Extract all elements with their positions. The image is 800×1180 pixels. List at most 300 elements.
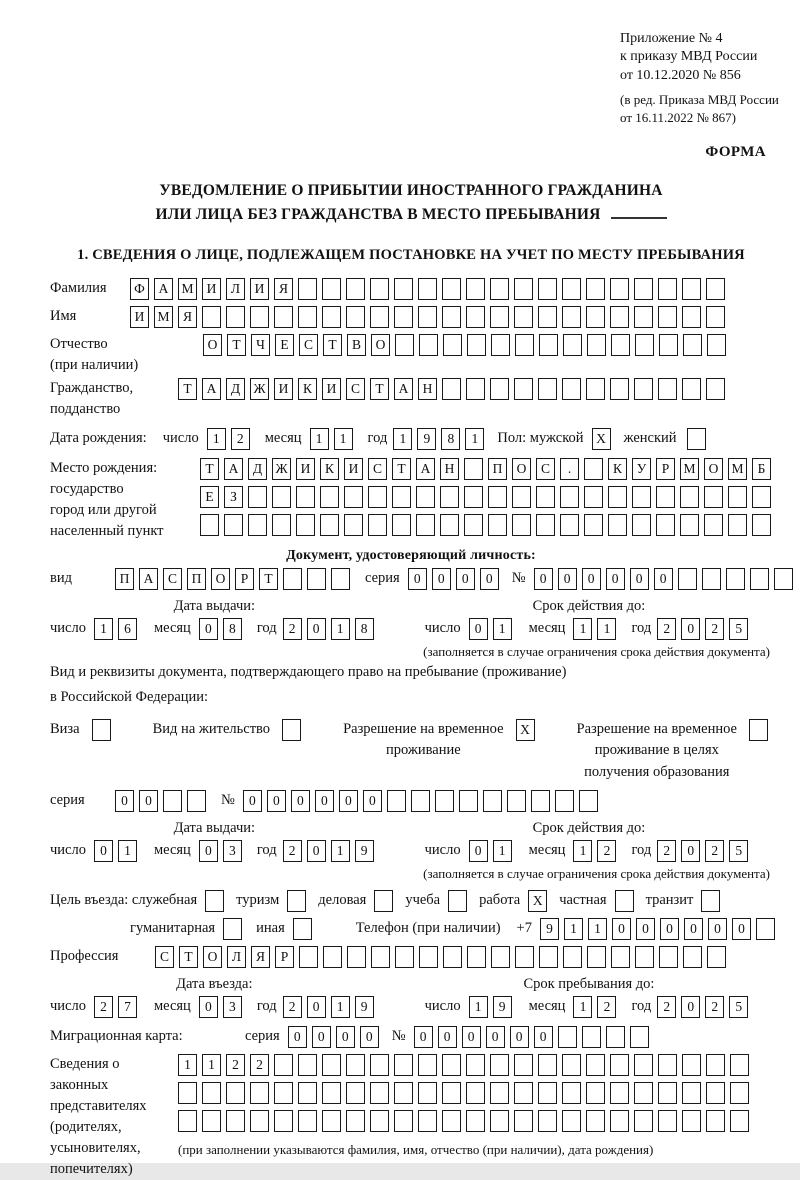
surname-boxes[interactable] — [130, 278, 730, 300]
char-box[interactable] — [490, 378, 509, 400]
char-box[interactable] — [442, 1082, 461, 1104]
char-box[interactable] — [682, 1110, 701, 1132]
char-box[interactable]: Р — [656, 458, 675, 480]
char-box[interactable]: 0 — [636, 918, 655, 940]
char-box[interactable] — [344, 486, 363, 508]
char-box[interactable]: О — [203, 334, 222, 356]
char-box[interactable]: 9 — [355, 996, 374, 1018]
char-box[interactable]: П — [187, 568, 206, 590]
char-box[interactable] — [774, 568, 793, 590]
char-box[interactable] — [368, 514, 387, 536]
char-box[interactable] — [512, 486, 531, 508]
char-box[interactable]: 0 — [363, 790, 382, 812]
char-box[interactable] — [443, 946, 462, 968]
char-box[interactable] — [610, 278, 629, 300]
char-box[interactable]: 1 — [118, 840, 137, 862]
char-box[interactable] — [584, 458, 603, 480]
char-box[interactable]: 1 — [573, 996, 592, 1018]
char-box[interactable] — [322, 306, 341, 328]
char-box[interactable] — [323, 946, 342, 968]
char-box[interactable] — [706, 306, 725, 328]
char-box[interactable] — [538, 1110, 557, 1132]
char-box[interactable] — [562, 378, 581, 400]
char-box[interactable] — [419, 334, 438, 356]
phone-boxes[interactable] — [540, 918, 780, 940]
char-box[interactable]: 0 — [681, 996, 700, 1018]
char-box[interactable]: 0 — [630, 568, 649, 590]
char-box[interactable]: 0 — [486, 1026, 505, 1048]
char-box[interactable] — [584, 514, 603, 536]
char-box[interactable] — [226, 1082, 245, 1104]
char-box[interactable] — [248, 486, 267, 508]
citizenship-boxes[interactable] — [178, 378, 730, 400]
char-box[interactable] — [394, 278, 413, 300]
char-box[interactable] — [562, 1110, 581, 1132]
char-box[interactable] — [586, 1110, 605, 1132]
char-box[interactable] — [298, 1110, 317, 1132]
char-box[interactable] — [466, 278, 485, 300]
mig-number-boxes[interactable] — [414, 1026, 654, 1048]
char-box[interactable] — [608, 514, 627, 536]
char-box[interactable] — [346, 1054, 365, 1076]
char-box[interactable] — [634, 1054, 653, 1076]
char-box[interactable]: Ж — [272, 458, 291, 480]
char-box[interactable] — [515, 946, 534, 968]
char-box[interactable] — [702, 568, 721, 590]
char-box[interactable]: А — [224, 458, 243, 480]
char-box[interactable] — [202, 306, 221, 328]
legal-row1[interactable] — [178, 1054, 754, 1076]
char-box[interactable]: 0 — [94, 840, 113, 862]
char-box[interactable] — [274, 1110, 293, 1132]
legal-row2[interactable] — [178, 1082, 754, 1104]
char-box[interactable] — [370, 278, 389, 300]
doc-type-boxes[interactable] — [115, 568, 355, 590]
char-box[interactable] — [490, 1110, 509, 1132]
char-box[interactable] — [250, 1110, 269, 1132]
char-box[interactable]: 0 — [288, 1026, 307, 1048]
char-box[interactable] — [418, 1082, 437, 1104]
char-box[interactable]: Т — [178, 378, 197, 400]
char-box[interactable]: 1 — [597, 618, 616, 640]
char-box[interactable] — [440, 486, 459, 508]
char-box[interactable] — [418, 1054, 437, 1076]
char-box[interactable] — [442, 378, 461, 400]
mig-series-boxes[interactable] — [288, 1026, 384, 1048]
char-box[interactable]: Т — [370, 378, 389, 400]
checkbox-business[interactable] — [374, 890, 393, 912]
permit-valid-day[interactable] — [469, 840, 517, 862]
char-box[interactable]: Я — [178, 306, 197, 328]
profession-boxes[interactable] — [155, 946, 731, 968]
char-box[interactable] — [490, 1054, 509, 1076]
char-box[interactable]: 0 — [558, 568, 577, 590]
char-box[interactable] — [632, 486, 651, 508]
birth-place-row3[interactable] — [200, 514, 776, 536]
char-box[interactable] — [584, 486, 603, 508]
char-box[interactable] — [202, 1082, 221, 1104]
char-box[interactable] — [416, 514, 435, 536]
char-box[interactable] — [368, 486, 387, 508]
char-box[interactable] — [322, 1054, 341, 1076]
char-box[interactable] — [322, 1082, 341, 1104]
char-box[interactable] — [707, 946, 726, 968]
char-box[interactable] — [730, 1110, 749, 1132]
birth-place-row2[interactable] — [200, 486, 776, 508]
char-box[interactable]: 1 — [573, 618, 592, 640]
char-box[interactable]: 0 — [267, 790, 286, 812]
char-box[interactable] — [395, 946, 414, 968]
char-box[interactable] — [562, 278, 581, 300]
char-box[interactable]: Я — [274, 278, 293, 300]
patronymic-boxes[interactable] — [203, 334, 731, 356]
char-box[interactable] — [346, 306, 365, 328]
char-box[interactable]: Р — [275, 946, 294, 968]
birth-year-boxes[interactable] — [393, 428, 489, 450]
char-box[interactable]: 2 — [705, 618, 724, 640]
char-box[interactable] — [683, 946, 702, 968]
char-box[interactable] — [202, 1110, 221, 1132]
char-box[interactable] — [514, 1054, 533, 1076]
char-box[interactable]: 0 — [339, 790, 358, 812]
char-box[interactable] — [435, 790, 454, 812]
char-box[interactable]: 1 — [588, 918, 607, 940]
char-box[interactable] — [515, 334, 534, 356]
char-box[interactable] — [656, 514, 675, 536]
char-box[interactable] — [756, 918, 775, 940]
char-box[interactable]: Т — [227, 334, 246, 356]
checkbox-humanitarian[interactable] — [223, 918, 242, 940]
id-valid-day[interactable] — [469, 618, 517, 640]
char-box[interactable] — [187, 790, 206, 812]
char-box[interactable]: 0 — [606, 568, 625, 590]
char-box[interactable]: 0 — [291, 790, 310, 812]
char-box[interactable]: О — [211, 568, 230, 590]
checkbox-female[interactable] — [687, 428, 706, 450]
char-box[interactable] — [322, 1110, 341, 1132]
char-box[interactable] — [682, 378, 701, 400]
char-box[interactable]: Т — [259, 568, 278, 590]
birth-place-row1[interactable] — [200, 458, 776, 480]
checkbox-temp-permit[interactable]: X — [516, 719, 535, 741]
char-box[interactable] — [442, 278, 461, 300]
char-box[interactable] — [678, 568, 697, 590]
permit-valid-year[interactable] — [657, 840, 753, 862]
char-box[interactable] — [250, 1082, 269, 1104]
char-box[interactable]: 2 — [705, 840, 724, 862]
char-box[interactable] — [704, 486, 723, 508]
char-box[interactable]: И — [202, 278, 221, 300]
legal-row3[interactable] — [178, 1110, 754, 1132]
id-issue-day[interactable] — [94, 618, 142, 640]
char-box[interactable] — [728, 514, 747, 536]
char-box[interactable]: 0 — [360, 1026, 379, 1048]
char-box[interactable] — [706, 278, 725, 300]
char-box[interactable]: 1 — [564, 918, 583, 940]
char-box[interactable] — [296, 486, 315, 508]
char-box[interactable] — [483, 790, 502, 812]
char-box[interactable] — [387, 790, 406, 812]
char-box[interactable]: 0 — [681, 840, 700, 862]
char-box[interactable]: Р — [235, 568, 254, 590]
char-box[interactable]: 1 — [331, 840, 350, 862]
entry-day[interactable] — [94, 996, 142, 1018]
char-box[interactable] — [634, 306, 653, 328]
char-box[interactable] — [178, 1110, 197, 1132]
char-box[interactable] — [611, 946, 630, 968]
char-box[interactable] — [536, 486, 555, 508]
char-box[interactable] — [272, 514, 291, 536]
char-box[interactable]: И — [344, 458, 363, 480]
char-box[interactable]: 5 — [729, 840, 748, 862]
char-box[interactable] — [582, 1026, 601, 1048]
char-box[interactable]: 0 — [438, 1026, 457, 1048]
char-box[interactable]: 9 — [355, 840, 374, 862]
char-box[interactable]: 1 — [393, 428, 412, 450]
char-box[interactable] — [658, 306, 677, 328]
char-box[interactable]: 9 — [417, 428, 436, 450]
char-box[interactable] — [163, 790, 182, 812]
char-box[interactable]: 0 — [199, 996, 218, 1018]
char-box[interactable] — [536, 514, 555, 536]
char-box[interactable] — [464, 458, 483, 480]
char-box[interactable]: 1 — [202, 1054, 221, 1076]
char-box[interactable]: О — [203, 946, 222, 968]
char-box[interactable]: 2 — [283, 996, 302, 1018]
char-box[interactable] — [560, 486, 579, 508]
char-box[interactable] — [682, 278, 701, 300]
char-box[interactable] — [394, 1082, 413, 1104]
char-box[interactable] — [411, 790, 430, 812]
char-box[interactable] — [464, 486, 483, 508]
char-box[interactable] — [459, 790, 478, 812]
id-valid-month[interactable] — [573, 618, 621, 640]
char-box[interactable] — [682, 1054, 701, 1076]
char-box[interactable] — [298, 1082, 317, 1104]
checkbox-visa[interactable] — [92, 719, 111, 741]
char-box[interactable]: 0 — [684, 918, 703, 940]
char-box[interactable] — [418, 1110, 437, 1132]
char-box[interactable]: У — [632, 458, 651, 480]
char-box[interactable] — [488, 486, 507, 508]
char-box[interactable] — [683, 334, 702, 356]
char-box[interactable] — [539, 946, 558, 968]
birth-day-boxes[interactable] — [207, 428, 255, 450]
char-box[interactable]: 0 — [469, 618, 488, 640]
char-box[interactable] — [274, 306, 293, 328]
char-box[interactable] — [658, 378, 677, 400]
char-box[interactable]: С — [155, 946, 174, 968]
char-box[interactable]: И — [322, 378, 341, 400]
char-box[interactable]: 0 — [660, 918, 679, 940]
char-box[interactable]: 1 — [94, 618, 113, 640]
char-box[interactable]: Н — [440, 458, 459, 480]
char-box[interactable]: 8 — [223, 618, 242, 640]
entry-year[interactable] — [283, 996, 379, 1018]
char-box[interactable]: 0 — [582, 568, 601, 590]
char-box[interactable]: С — [346, 378, 365, 400]
char-box[interactable] — [634, 378, 653, 400]
char-box[interactable] — [370, 306, 389, 328]
char-box[interactable] — [538, 1054, 557, 1076]
permit-series-boxes[interactable] — [115, 790, 211, 812]
checkbox-tourism[interactable] — [287, 890, 306, 912]
char-box[interactable]: 1 — [573, 840, 592, 862]
char-box[interactable] — [728, 486, 747, 508]
form-number-blank[interactable] — [611, 217, 667, 219]
char-box[interactable]: 0 — [408, 568, 427, 590]
checkbox-transit[interactable] — [701, 890, 720, 912]
char-box[interactable] — [344, 514, 363, 536]
char-box[interactable] — [442, 306, 461, 328]
id-issue-year[interactable] — [283, 618, 379, 640]
char-box[interactable]: 0 — [139, 790, 158, 812]
char-box[interactable] — [587, 946, 606, 968]
char-box[interactable]: 2 — [283, 618, 302, 640]
char-box[interactable] — [370, 1110, 389, 1132]
char-box[interactable] — [226, 306, 245, 328]
char-box[interactable]: 0 — [462, 1026, 481, 1048]
char-box[interactable] — [248, 514, 267, 536]
char-box[interactable]: А — [154, 278, 173, 300]
char-box[interactable] — [322, 278, 341, 300]
char-box[interactable] — [730, 1054, 749, 1076]
char-box[interactable]: И — [296, 458, 315, 480]
doc-series-boxes[interactable] — [408, 568, 504, 590]
char-box[interactable] — [538, 278, 557, 300]
char-box[interactable] — [416, 486, 435, 508]
char-box[interactable] — [371, 946, 390, 968]
char-box[interactable]: 0 — [510, 1026, 529, 1048]
char-box[interactable] — [632, 514, 651, 536]
char-box[interactable]: 1 — [334, 428, 353, 450]
char-box[interactable] — [395, 334, 414, 356]
char-box[interactable] — [560, 514, 579, 536]
stay-year[interactable] — [657, 996, 753, 1018]
char-box[interactable]: 0 — [708, 918, 727, 940]
char-box[interactable] — [610, 1082, 629, 1104]
char-box[interactable] — [563, 334, 582, 356]
char-box[interactable] — [659, 946, 678, 968]
char-box[interactable]: О — [704, 458, 723, 480]
char-box[interactable]: 0 — [315, 790, 334, 812]
char-box[interactable]: 1 — [465, 428, 484, 450]
char-box[interactable] — [531, 790, 550, 812]
char-box[interactable] — [611, 334, 630, 356]
char-box[interactable] — [558, 1026, 577, 1048]
char-box[interactable] — [610, 1054, 629, 1076]
char-box[interactable]: М — [680, 458, 699, 480]
char-box[interactable]: 0 — [732, 918, 751, 940]
char-box[interactable] — [440, 514, 459, 536]
char-box[interactable] — [587, 334, 606, 356]
char-box[interactable] — [606, 1026, 625, 1048]
permit-number-boxes[interactable] — [243, 790, 603, 812]
char-box[interactable]: П — [488, 458, 507, 480]
char-box[interactable]: 0 — [480, 568, 499, 590]
char-box[interactable] — [514, 1082, 533, 1104]
char-box[interactable] — [562, 306, 581, 328]
char-box[interactable]: 0 — [336, 1026, 355, 1048]
char-box[interactable]: 0 — [456, 568, 475, 590]
char-box[interactable] — [346, 1082, 365, 1104]
char-box[interactable] — [331, 568, 350, 590]
char-box[interactable] — [680, 486, 699, 508]
char-box[interactable] — [586, 378, 605, 400]
char-box[interactable] — [562, 1054, 581, 1076]
char-box[interactable] — [467, 334, 486, 356]
char-box[interactable] — [250, 306, 269, 328]
char-box[interactable]: А — [202, 378, 221, 400]
char-box[interactable]: С — [163, 568, 182, 590]
char-box[interactable] — [610, 1110, 629, 1132]
char-box[interactable] — [680, 514, 699, 536]
char-box[interactable] — [418, 306, 437, 328]
char-box[interactable] — [307, 568, 326, 590]
char-box[interactable]: 0 — [612, 918, 631, 940]
char-box[interactable] — [512, 514, 531, 536]
checkbox-male[interactable]: X — [592, 428, 611, 450]
char-box[interactable] — [419, 946, 438, 968]
char-box[interactable]: 5 — [729, 996, 748, 1018]
char-box[interactable]: Я — [251, 946, 270, 968]
char-box[interactable] — [490, 306, 509, 328]
char-box[interactable]: 1 — [207, 428, 226, 450]
char-box[interactable]: 0 — [199, 840, 218, 862]
char-box[interactable] — [608, 486, 627, 508]
char-box[interactable]: В — [347, 334, 366, 356]
char-box[interactable] — [707, 334, 726, 356]
char-box[interactable] — [298, 278, 317, 300]
char-box[interactable]: 1 — [310, 428, 329, 450]
char-box[interactable]: О — [371, 334, 390, 356]
char-box[interactable]: Л — [227, 946, 246, 968]
char-box[interactable]: 1 — [493, 618, 512, 640]
char-box[interactable] — [586, 1054, 605, 1076]
char-box[interactable]: 9 — [540, 918, 559, 940]
char-box[interactable] — [488, 514, 507, 536]
char-box[interactable] — [298, 1054, 317, 1076]
char-box[interactable] — [491, 946, 510, 968]
char-box[interactable]: 2 — [250, 1054, 269, 1076]
char-box[interactable]: Т — [323, 334, 342, 356]
char-box[interactable] — [752, 514, 771, 536]
char-box[interactable] — [658, 278, 677, 300]
char-box[interactable] — [274, 1054, 293, 1076]
char-box[interactable] — [514, 378, 533, 400]
char-box[interactable]: К — [320, 458, 339, 480]
stay-month[interactable] — [573, 996, 621, 1018]
char-box[interactable] — [272, 486, 291, 508]
char-box[interactable] — [562, 1082, 581, 1104]
checkbox-study[interactable] — [448, 890, 467, 912]
char-box[interactable] — [224, 514, 243, 536]
char-box[interactable]: 6 — [118, 618, 137, 640]
char-box[interactable]: И — [250, 278, 269, 300]
checkbox-residence-permit[interactable] — [282, 719, 301, 741]
char-box[interactable] — [370, 1054, 389, 1076]
char-box[interactable]: И — [130, 306, 149, 328]
char-box[interactable]: 1 — [331, 618, 350, 640]
birth-month-boxes[interactable] — [310, 428, 358, 450]
char-box[interactable] — [563, 946, 582, 968]
char-box[interactable] — [538, 306, 557, 328]
char-box[interactable]: О — [512, 458, 531, 480]
char-box[interactable]: 1 — [493, 840, 512, 862]
char-box[interactable] — [226, 1110, 245, 1132]
char-box[interactable]: . — [560, 458, 579, 480]
char-box[interactable]: М — [154, 306, 173, 328]
